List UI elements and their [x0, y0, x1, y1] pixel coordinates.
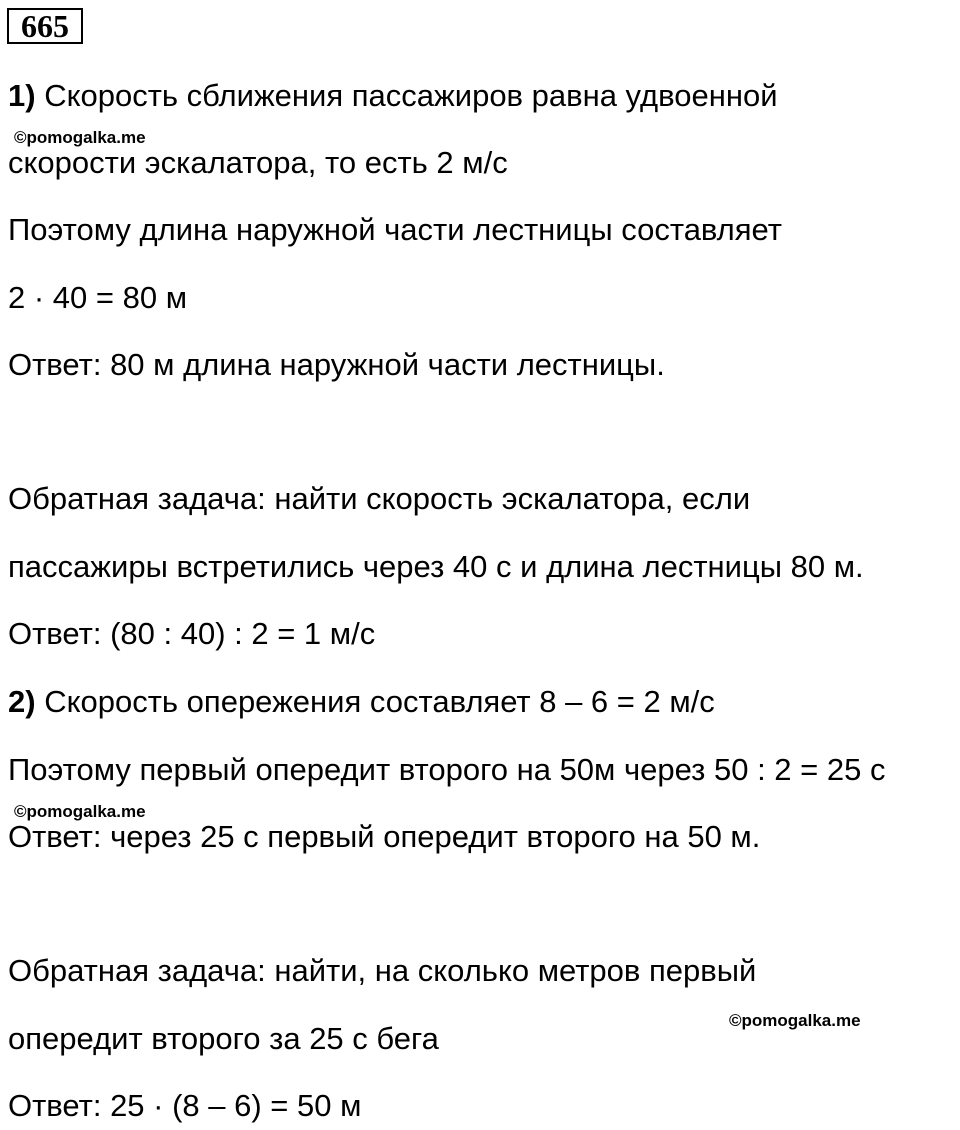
- part2-line2: Поэтому первый опередит второго на 50м через 50 : 2 = 25 с: [8, 752, 886, 787]
- part1-inverse-line2: пассажиры встретились через 40 с и длина лестницы 80 м.: [8, 549, 864, 584]
- part2-inverse-answer: Ответ: 25 · (8 – 6) = 50 м: [8, 1088, 362, 1123]
- watermark-bottom: ©pomogalka.me: [729, 1011, 861, 1030]
- watermark-middle: ©pomogalka.me: [14, 802, 146, 821]
- problem-number: 665: [7, 8, 83, 44]
- part1-number: 1): [8, 78, 36, 113]
- part2-answer: Ответ: через 25 с первый опередит второго на 50 м.: [8, 819, 761, 854]
- part2-line1: [8, 684, 715, 720]
- part1-inverse-line1: Обратная задача: найти скорость эскалатора, если: [8, 481, 751, 516]
- part2-inverse-line1: Обратная задача: найти, на сколько метров первый: [8, 953, 757, 988]
- part1-line1-text: Скорость сближения пассажиров равна удвоенной: [35, 78, 778, 113]
- watermark-top: ©pomogalka.me: [14, 128, 146, 147]
- part1-answer: Ответ: 80 м длина наружной части лестницы.: [8, 347, 665, 382]
- part1-line2: скорости эскалатора, то есть 2 м/с: [8, 145, 508, 180]
- part1-line4: 2 · 40 = 80 м: [8, 280, 188, 315]
- part1-line1: [8, 78, 778, 114]
- part2-line1-text: Скорость опережения составляет 8 – 6 = 2 м/с: [35, 684, 715, 719]
- part2-inverse-line2: опередит второго за 25 с бега: [8, 1021, 439, 1056]
- part1-line3: Поэтому длина наружной части лестницы составляет: [8, 212, 782, 247]
- part1-inverse-answer: Ответ: (80 : 40) : 2 = 1 м/с: [8, 616, 376, 651]
- part2-number: 2): [8, 684, 36, 719]
